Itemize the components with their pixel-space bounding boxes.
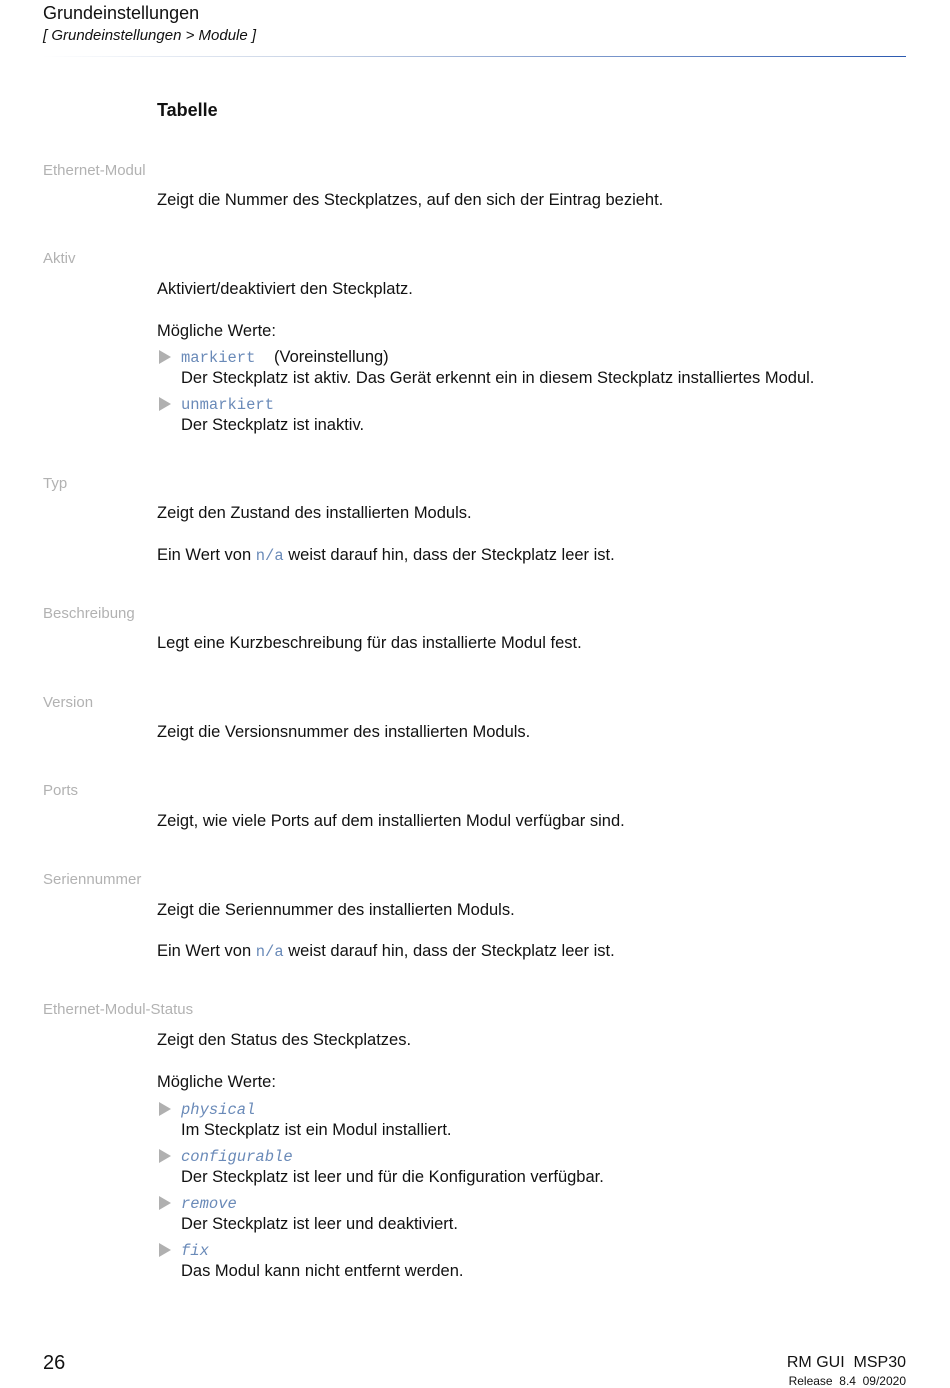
note-text-post: weist darauf hin, dass der Steckplatz leer ist. (283, 942, 615, 960)
value-desc: Der Steckplatz ist inaktiv. (181, 416, 365, 434)
term-ethernet-modul: Ethernet-Modul (43, 162, 146, 179)
value-code: remove (181, 1195, 237, 1213)
bullet-triangle-icon (159, 350, 171, 364)
desc-seriennummer: Zeigt die Seriennummer des installierten Moduls. (157, 901, 515, 919)
page-header-title: Grundeinstellungen (43, 3, 200, 23)
breadcrumb: [ Grundeinstellungen > Module ] (43, 27, 257, 44)
note-text-pre: Ein Wert von (157, 942, 256, 960)
values-label-status: Mögliche Werte: (157, 1073, 276, 1091)
value-desc: Im Steckplatz ist ein Modul installiert. (181, 1121, 452, 1139)
value-desc: Das Modul kann nicht entfernt werden. (181, 1262, 464, 1280)
term-typ: Typ (43, 475, 68, 492)
value-code: physical (181, 1101, 256, 1119)
note-text-post: weist darauf hin, dass der Steckplatz leer ist. (283, 546, 615, 564)
page-number: 26 (43, 1352, 66, 1374)
bullet-triangle-icon (159, 1102, 171, 1116)
bullet-triangle-icon (159, 1196, 171, 1210)
value-code: fix (181, 1242, 209, 1260)
value-item-physical (181, 1100, 255, 1119)
value-item-markiert (181, 348, 389, 367)
note-code: n/a (255, 547, 284, 565)
term-beschreibung: Beschreibung (43, 605, 135, 622)
value-code: unmarkiert (181, 396, 275, 414)
footer-release: Release 8.4 09/2020 (788, 1374, 906, 1388)
term-ports: Ports (43, 782, 79, 799)
bullet-triangle-icon (159, 1149, 171, 1163)
desc-aktiv: Aktiviert/deaktiviert den Steckplatz. (157, 280, 413, 298)
value-item-fix (181, 1241, 209, 1260)
values-label-aktiv: Mögliche Werte: (157, 322, 276, 340)
value-item-configurable (181, 1147, 293, 1166)
note-typ (157, 546, 615, 565)
desc-ethernet-modul: Zeigt die Nummer des Steckplatzes, auf den sich der Eintrag bezieht. (157, 191, 664, 209)
value-code: configurable (181, 1148, 293, 1166)
term-version: Version (43, 694, 94, 711)
desc-version: Zeigt die Versionsnummer des installierten Moduls. (157, 723, 531, 741)
header-divider (43, 56, 906, 57)
value-desc: Der Steckplatz ist leer und für die Konfiguration verfügbar. (181, 1168, 604, 1186)
footer-product: RM GUI MSP30 (786, 1354, 906, 1371)
term-ethernet-modul-status: Ethernet-Modul-Status (43, 1001, 194, 1018)
bullet-triangle-icon (159, 1243, 171, 1257)
value-note: (Voreinstellung) (274, 348, 389, 366)
desc-typ: Zeigt den Zustand des installierten Moduls. (157, 504, 472, 522)
term-aktiv: Aktiv (43, 250, 76, 267)
value-desc: Der Steckplatz ist aktiv. Das Gerät erkennt ein in diesem Steckplatz installiertes Modul. (181, 369, 815, 387)
bullet-triangle-icon (159, 397, 171, 411)
value-desc: Der Steckplatz ist leer und deaktiviert. (181, 1215, 458, 1233)
value-code: markiert (181, 349, 256, 367)
note-seriennummer (157, 942, 615, 961)
note-text-pre: Ein Wert von (157, 546, 256, 564)
desc-beschreibung: Legt eine Kurzbeschreibung für das installierte Modul fest. (157, 634, 582, 652)
value-item-remove (181, 1194, 237, 1213)
value-item-unmarkiert (181, 395, 274, 414)
note-code: n/a (255, 943, 284, 961)
desc-ethernet-modul-status: Zeigt den Status des Steckplatzes. (157, 1031, 412, 1049)
term-seriennummer: Seriennummer (43, 871, 142, 888)
desc-ports: Zeigt, wie viele Ports auf dem installierten Modul verfügbar sind. (157, 812, 625, 830)
section-heading: Tabelle (157, 100, 218, 120)
